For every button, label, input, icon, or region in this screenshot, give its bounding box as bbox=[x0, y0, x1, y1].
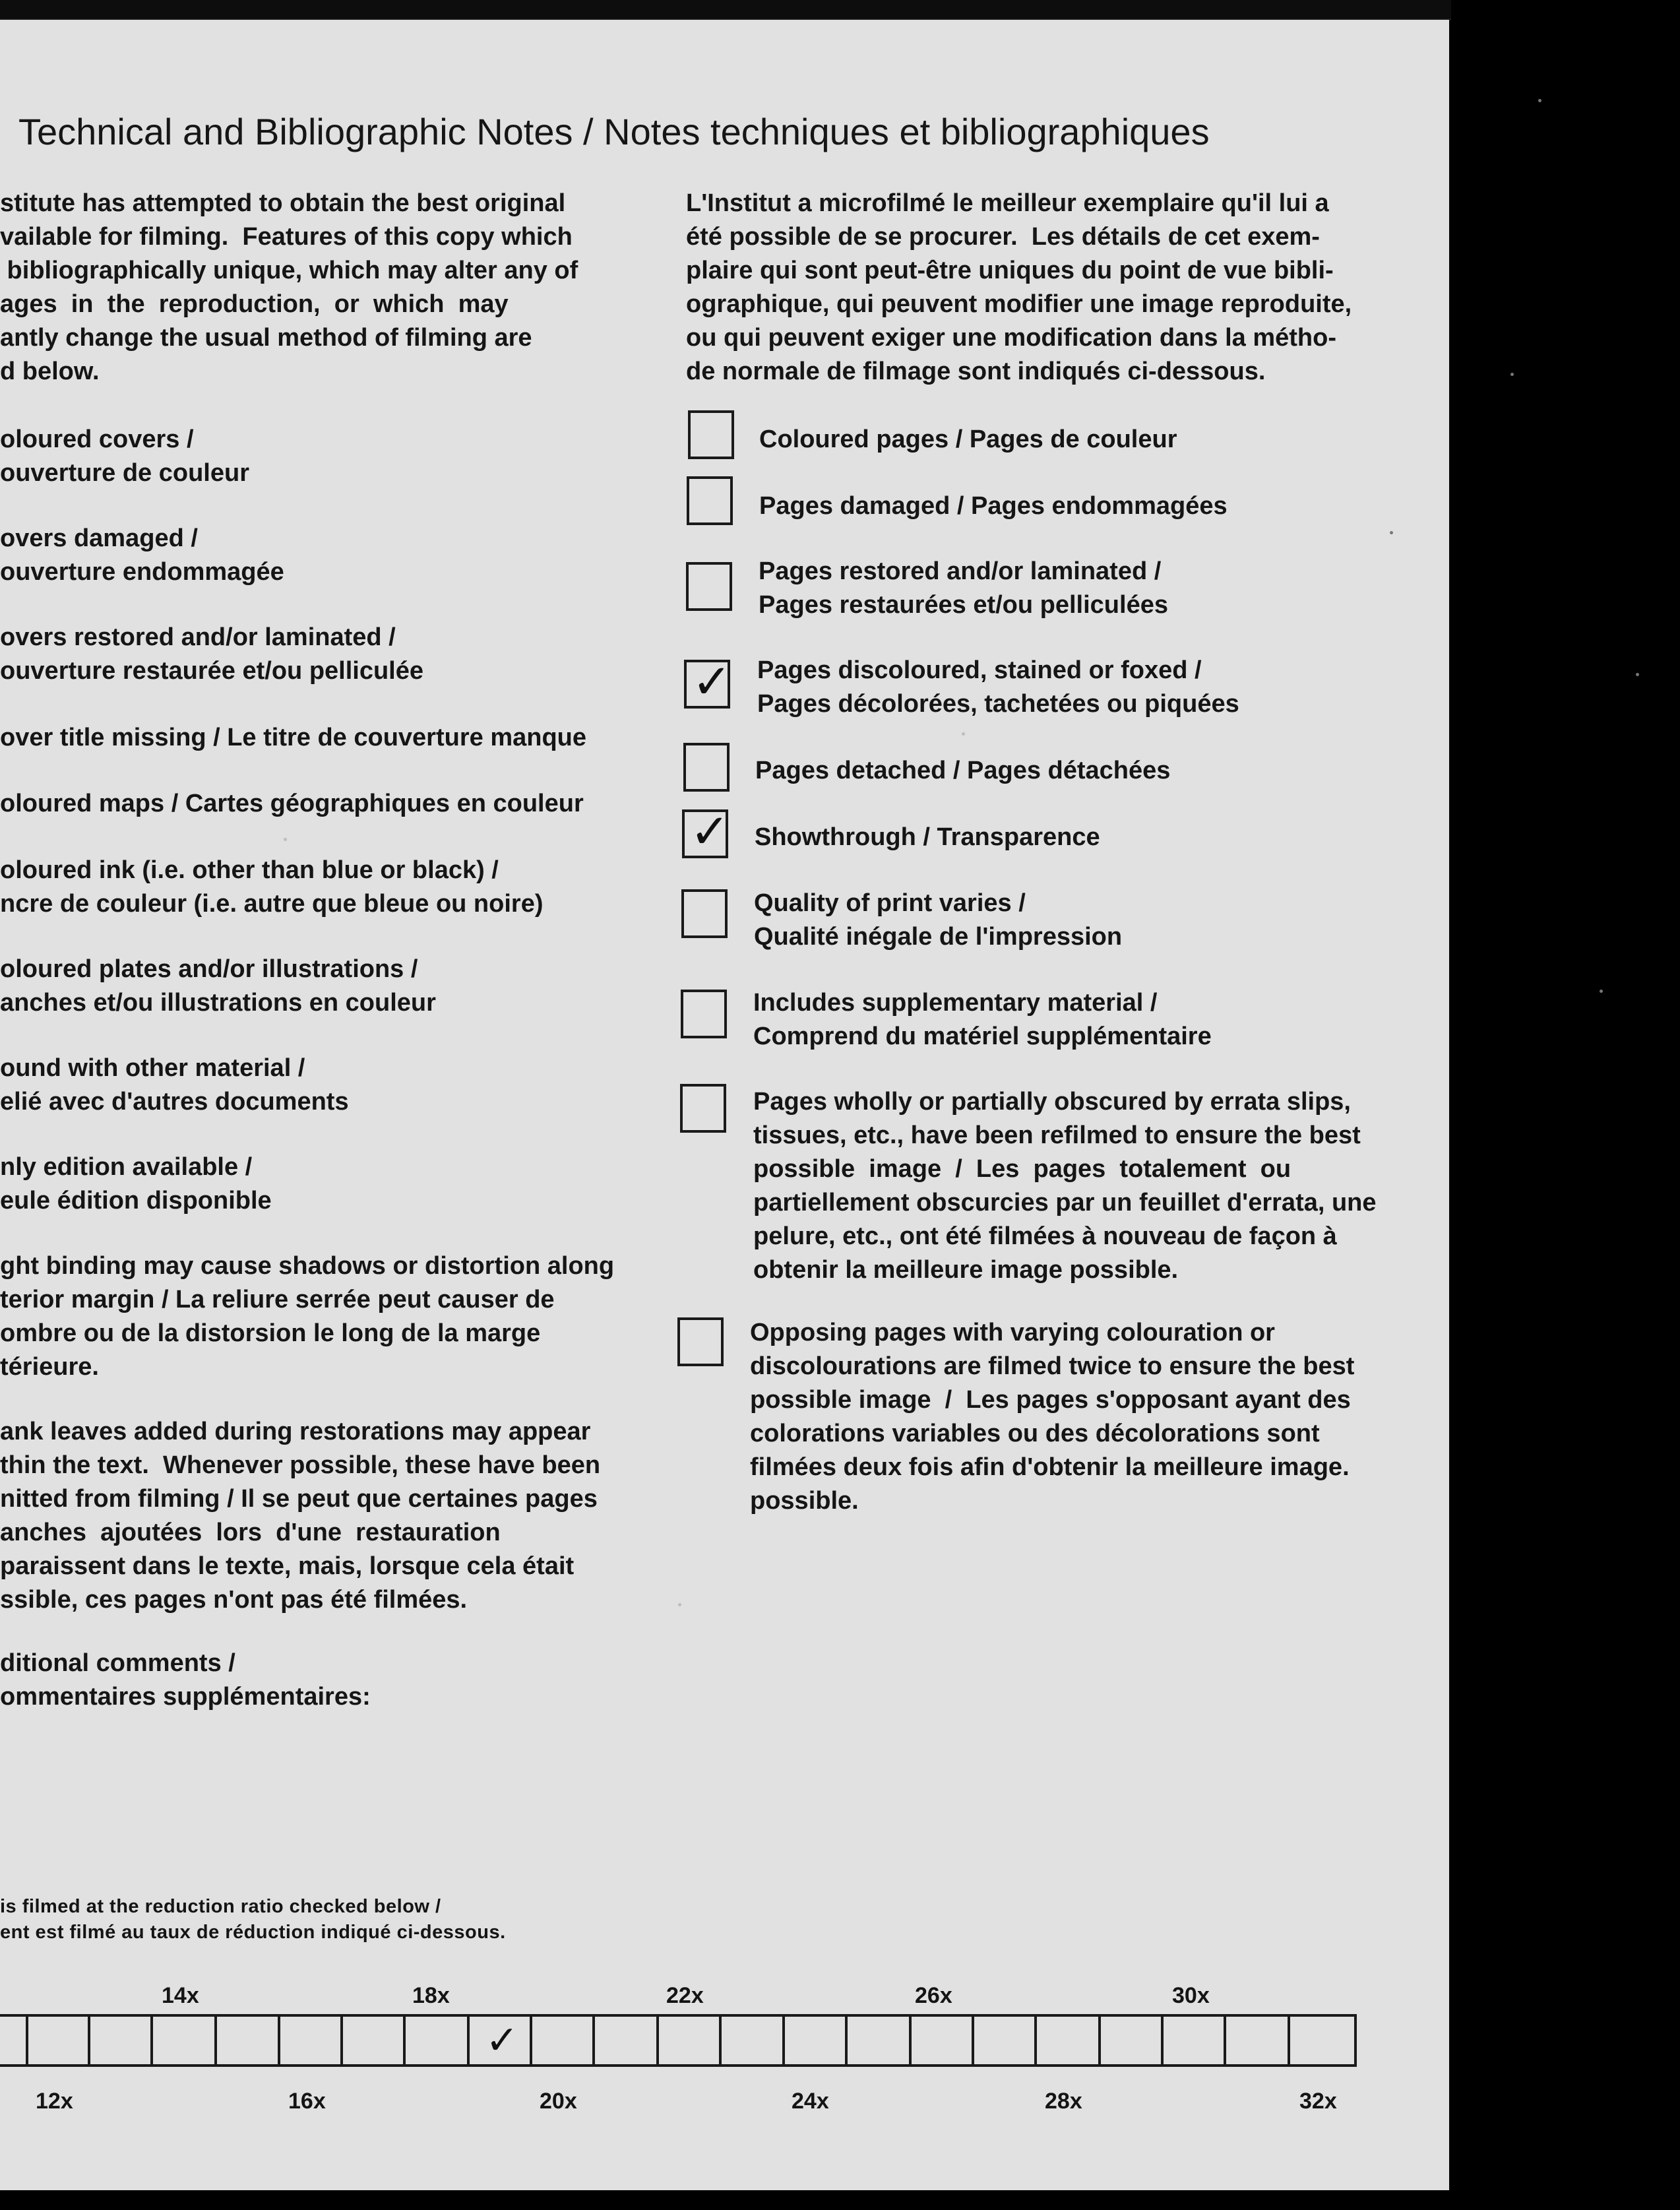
right-item-pages-discoloured: Pages discoloured, stained or foxed / Pages décolorées, tachetées ou piquées bbox=[757, 656, 1239, 718]
ratio-cell[interactable] bbox=[0, 2017, 28, 2064]
dust-speck bbox=[962, 732, 965, 736]
ratio-cell[interactable] bbox=[28, 2017, 90, 2064]
ratio-label-28x: 28x bbox=[1045, 2089, 1082, 2114]
ratio-label-24x: 24x bbox=[792, 2089, 829, 2114]
reduction-ratio-bar bbox=[0, 2014, 1357, 2067]
ratio-cell[interactable] bbox=[1290, 2017, 1348, 2064]
ratio-cell[interactable] bbox=[1101, 2017, 1164, 2064]
ratio-cell[interactable] bbox=[912, 2017, 974, 2064]
right-item-pages-detached: Pages detached / Pages détachées bbox=[755, 757, 1171, 784]
film-speck bbox=[1538, 99, 1541, 102]
ratio-label-12x: 12x bbox=[36, 2089, 73, 2114]
left-item-only-edition: nly edition available / eule édition disponible bbox=[0, 1153, 272, 1215]
checkbox-supplementary-material[interactable] bbox=[681, 990, 727, 1038]
checkmark-icon: ✓ bbox=[485, 2018, 519, 2062]
left-item-covers-restored: overs restored and/or laminated / ouverture restaurée et/ou pelliculée bbox=[0, 623, 424, 685]
ratio-label-20x: 20x bbox=[540, 2089, 577, 2114]
right-item-supplementary-material: Includes supplementary material / Comprend du matériel supplémentaire bbox=[753, 989, 1212, 1050]
ratio-cell[interactable] bbox=[532, 2017, 595, 2064]
ratio-cell[interactable] bbox=[785, 2017, 848, 2064]
film-top-edge bbox=[0, 0, 1451, 20]
left-item-coloured-ink: oloured ink (i.e. other than blue or black) / ncre de couleur (i.e. autre que bleue ou noire) bbox=[0, 856, 544, 918]
right-item-quality-of-print: Quality of print varies / Qualité inégale de l'impression bbox=[754, 889, 1123, 951]
left-item-coloured-plates: oloured plates and/or illustrations / anches et/ou illustrations en couleur bbox=[0, 955, 436, 1017]
ratio-label-32x: 32x bbox=[1299, 2089, 1337, 2114]
right-intro-paragraph: L'Institut a microfilmé le meilleur exemplaire qu'il lui a été possible de se procurer. Les détails de cet exem- plaire qui sont peut-être uniques du point de vue bibli- ographique, qui peuvent modifier une image reproduite, ou qui peuvent exiger une modification dans la métho- de normale de filmage sont indiqués ci-dessous. bbox=[686, 189, 1352, 385]
checkbox-pages-detached[interactable] bbox=[683, 743, 730, 792]
ratio-cell-20x[interactable] bbox=[470, 2017, 532, 2064]
checkbox-opposing-pages[interactable] bbox=[677, 1317, 724, 1366]
film-speck bbox=[1636, 673, 1639, 676]
checkbox-showthrough[interactable] bbox=[682, 805, 730, 858]
ratio-cell[interactable] bbox=[848, 2017, 912, 2064]
ratio-label-26x: 26x bbox=[915, 1983, 952, 2008]
ratio-label-16x: 16x bbox=[288, 2089, 326, 2114]
film-speck bbox=[1600, 990, 1603, 993]
paper-sheet bbox=[0, 20, 1449, 2190]
ratio-cell[interactable] bbox=[1037, 2017, 1101, 2064]
ratio-cell[interactable] bbox=[1164, 2017, 1226, 2064]
right-item-pages-restored: Pages restored and/or laminated / Pages restaurées et/ou pelliculées bbox=[759, 557, 1168, 619]
ratio-cell[interactable] bbox=[974, 2017, 1037, 2064]
ratio-cell[interactable] bbox=[153, 2017, 217, 2064]
checkbox-pages-damaged[interactable] bbox=[687, 476, 733, 525]
checkbox-pages-obscured[interactable] bbox=[680, 1084, 726, 1133]
ratio-cell[interactable] bbox=[280, 2017, 343, 2064]
reduction-note-line2: ent est filmé au taux de réduction indiqué ci-dessous. bbox=[0, 1922, 506, 1943]
ratio-cell[interactable] bbox=[343, 2017, 406, 2064]
ratio-label-18x: 18x bbox=[412, 1983, 450, 2008]
dust-speck bbox=[678, 1603, 681, 1606]
checkbox-pages-restored[interactable] bbox=[686, 562, 732, 611]
ratio-cell[interactable] bbox=[659, 2017, 722, 2064]
page-title: Technical and Bibliographic Notes / Notes techniques et bibliographiques bbox=[18, 111, 1210, 152]
left-item-coloured-maps: oloured maps / Cartes géographiques en couleur bbox=[0, 790, 584, 817]
right-item-pages-obscured: Pages wholly or partially obscured by errata slips, tissues, etc., have been refilmed to ensure the best possible image / Les pages totalement ou partiellement obscurcies par un feuillet d'errata, une pelure, etc., ont été filmées à nouveau de façon à obtenir la meilleure image possible. bbox=[753, 1088, 1377, 1284]
left-item-blank-leaves: ank leaves added during restorations may appear thin the text. Whenever possible, these have been nitted from filming / Il se peut que certaines pages anches ajoutées lors d'une restauration paraissent dans le texte, mais, lorsque cela était ssible, ces pages n'ont pas été filmées. bbox=[0, 1418, 601, 1614]
right-item-opposing-pages: Opposing pages with varying colouration or discolourations are filmed twice to ensure the best possible image / Les pages s'opposant ayant des colorations variables ou des décolorations sont filmées deux fois afin d'obtenir la meilleure image. possible. bbox=[750, 1319, 1355, 1515]
ratio-cell[interactable] bbox=[406, 2017, 470, 2064]
film-speck bbox=[1510, 373, 1514, 376]
ratio-label-14x: 14x bbox=[162, 1983, 199, 2008]
checkbox-pages-discoloured[interactable] bbox=[684, 656, 732, 709]
right-item-showthrough: Showthrough / Transparence bbox=[755, 823, 1100, 851]
ratio-cell[interactable] bbox=[595, 2017, 659, 2064]
left-item-covers-damaged: overs damaged / ouverture endommagée bbox=[0, 524, 284, 586]
left-item-cover-title-missing: over title missing / Le titre de couverture manque bbox=[0, 724, 587, 751]
ratio-cell[interactable] bbox=[722, 2017, 785, 2064]
left-item-tight-binding: ght binding may cause shadows or distortion along terior margin / La reliure serrée peut causer de ombre ou de la distorsion le long de la marge térieure. bbox=[0, 1252, 615, 1381]
checkmark-icon: ✓ bbox=[690, 805, 730, 858]
checkbox-coloured-pages[interactable] bbox=[688, 410, 734, 459]
dust-speck bbox=[284, 838, 287, 841]
reduction-note-line1: is filmed at the reduction ratio checked below / bbox=[0, 1896, 441, 1917]
ratio-cell[interactable] bbox=[90, 2017, 153, 2064]
left-intro-paragraph: stitute has attempted to obtain the best original vailable for filming. Features of this copy which bibliographically unique, which may alter any of ages in the reproduction, or which may antly change the usual method of filming are d below. bbox=[0, 189, 578, 385]
ratio-label-30x: 30x bbox=[1172, 1983, 1210, 2008]
ratio-cell[interactable] bbox=[217, 2017, 280, 2064]
ratio-cell[interactable] bbox=[1226, 2017, 1290, 2064]
left-item-coloured-covers: oloured covers / ouverture de couleur bbox=[0, 426, 249, 487]
left-item-additional-comments: ditional comments / ommentaires supplémentaires: bbox=[0, 1649, 371, 1711]
right-item-pages-damaged: Pages damaged / Pages endommagées bbox=[759, 492, 1228, 520]
ratio-label-22x: 22x bbox=[666, 1983, 704, 2008]
left-item-bound-with: ound with other material / elié avec d'autres documents bbox=[0, 1054, 349, 1116]
right-item-coloured-pages: Coloured pages / Pages de couleur bbox=[759, 426, 1177, 453]
film-speck bbox=[1390, 531, 1393, 534]
checkbox-quality-of-print[interactable] bbox=[681, 889, 728, 938]
checkmark-icon: ✓ bbox=[692, 656, 732, 709]
